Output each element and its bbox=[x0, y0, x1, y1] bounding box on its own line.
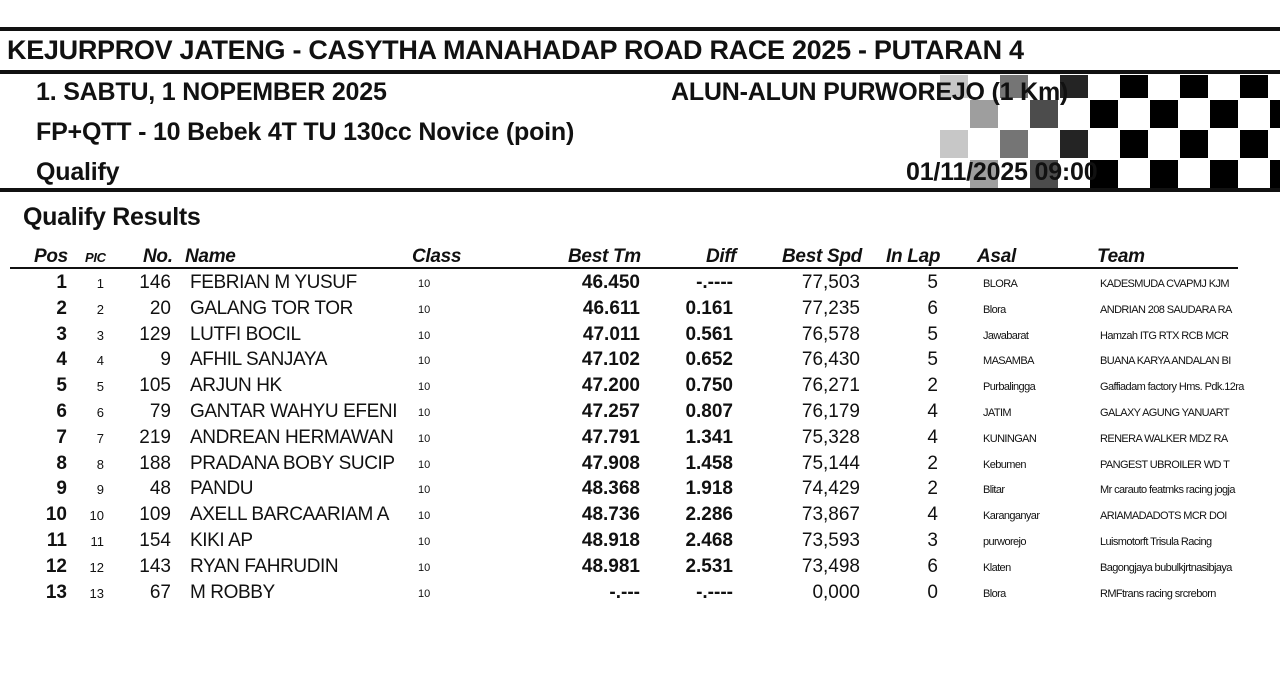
col-header-pic: PIC bbox=[85, 250, 106, 265]
column-header-rule bbox=[10, 267, 1238, 269]
cell-pic: 1 bbox=[96, 276, 104, 291]
table-row bbox=[0, 556, 1280, 581]
cell-class: 10 bbox=[418, 458, 431, 471]
cell-asal: MASAMBA bbox=[983, 355, 1034, 368]
cell-best-spd: 73,593 bbox=[801, 530, 860, 551]
table-row bbox=[0, 582, 1280, 607]
flag-square bbox=[1150, 100, 1178, 128]
cell-name: AXELL BARCAARIAM A bbox=[190, 504, 390, 526]
cell-asal: purworejo bbox=[983, 536, 1026, 548]
flag-square bbox=[1270, 100, 1280, 128]
cell-class: 10 bbox=[418, 329, 431, 342]
flag-square bbox=[970, 130, 998, 158]
flag-square bbox=[1240, 75, 1268, 98]
cell-best-spd: 76,179 bbox=[801, 401, 860, 422]
cell-best-spd: 73,498 bbox=[801, 555, 860, 577]
flag-square bbox=[1210, 130, 1238, 158]
cell-pic: 13 bbox=[89, 585, 104, 601]
col-header-asal: Asal bbox=[977, 246, 1016, 267]
cell-pic: 11 bbox=[90, 534, 104, 549]
cell-class: 10 bbox=[418, 510, 431, 523]
cell-pos: 5 bbox=[56, 375, 67, 397]
table-row bbox=[0, 530, 1280, 555]
cell-class: 10 bbox=[418, 484, 431, 497]
cell-team: ARIAMADADOTS MCR DOI bbox=[1100, 510, 1227, 523]
col-header-diff: Diff bbox=[706, 246, 737, 267]
flag-square bbox=[1270, 130, 1280, 158]
cell-asal: Karanganyar bbox=[983, 510, 1040, 523]
cell-pos: 13 bbox=[45, 581, 67, 603]
table-row bbox=[0, 272, 1280, 297]
cell-diff: 2.286 bbox=[685, 504, 733, 526]
cell-best-spd: 76,578 bbox=[801, 323, 860, 345]
col-header-class: Class bbox=[412, 246, 462, 267]
cell-best-spd: 75,144 bbox=[801, 452, 860, 474]
cell-in-lap: 2 bbox=[927, 452, 938, 474]
cell-diff: 1.918 bbox=[685, 478, 733, 500]
cell-asal: Jawabarat bbox=[983, 329, 1029, 342]
cell-best-tm: 47.791 bbox=[581, 426, 640, 448]
day-line: 1. SABTU, 1 NOPEMBER 2025 bbox=[36, 78, 387, 106]
cell-pic: 10 bbox=[89, 508, 104, 524]
cell-name: GANTAR WAHYU EFENI bbox=[190, 401, 398, 422]
cell-team: KADESMUDA CVAPMJ KJM bbox=[1100, 278, 1229, 290]
cell-best-tm: 46.611 bbox=[582, 297, 640, 319]
cell-best-spd: 0,000 bbox=[812, 581, 860, 603]
cell-pic: 7 bbox=[96, 430, 104, 446]
cell-best-tm: 47.011 bbox=[582, 323, 640, 345]
cell-team: RMFtrans racing srcreborn bbox=[1100, 587, 1216, 600]
cell-team: Mr carauto featmks racing jogja bbox=[1100, 484, 1235, 497]
cell-name: PRADANA BOBY SUCIP bbox=[190, 452, 395, 474]
cell-best-spd: 77,235 bbox=[801, 297, 860, 319]
flag-square bbox=[940, 130, 968, 158]
flag-square bbox=[1240, 160, 1268, 188]
col-header-best-tm: Best Tm bbox=[568, 246, 641, 267]
cell-no: 9 bbox=[160, 349, 171, 371]
cell-best-spd: 76,430 bbox=[801, 349, 860, 371]
cell-name: AFHIL SANJAYA bbox=[190, 349, 327, 371]
cell-in-lap: 6 bbox=[927, 297, 938, 319]
cell-team: BUANA KARYA ANDALAN BI bbox=[1100, 355, 1231, 368]
cell-no: 109 bbox=[139, 504, 171, 526]
cell-pic: 2 bbox=[96, 301, 104, 317]
cell-in-lap: 0 bbox=[927, 581, 938, 603]
cell-pos: 4 bbox=[56, 349, 67, 371]
cell-asal: Blora bbox=[983, 587, 1006, 600]
cell-best-tm: 48.368 bbox=[581, 478, 640, 500]
venue: ALUN-ALUN PURWOREJO (1 Km) bbox=[671, 78, 1069, 106]
header-bottom-rule bbox=[0, 188, 1280, 192]
col-header-no: No. bbox=[143, 246, 173, 267]
flag-square bbox=[1150, 75, 1178, 98]
cell-in-lap: 2 bbox=[927, 478, 938, 500]
cell-class: 10 bbox=[418, 278, 431, 290]
cell-diff: 2.531 bbox=[685, 555, 733, 577]
flag-square bbox=[1210, 75, 1238, 98]
cell-in-lap: 5 bbox=[927, 323, 938, 345]
flag-square bbox=[1240, 130, 1268, 158]
cell-no: 219 bbox=[139, 426, 171, 448]
cell-team: Hamzah ITG RTX RCB MCR bbox=[1100, 329, 1229, 342]
cell-in-lap: 4 bbox=[927, 426, 938, 448]
cell-pos: 7 bbox=[56, 426, 67, 448]
table-row bbox=[0, 349, 1280, 374]
cell-name: RYAN FAHRUDIN bbox=[190, 555, 339, 577]
flag-square bbox=[1000, 130, 1028, 158]
cell-best-spd: 76,271 bbox=[801, 375, 860, 397]
flag-square bbox=[1210, 100, 1238, 128]
flag-square bbox=[1180, 75, 1208, 98]
flag-square bbox=[1090, 100, 1118, 128]
cell-asal: JATIM bbox=[983, 407, 1011, 419]
cell-best-spd: 74,429 bbox=[801, 478, 860, 500]
flag-square bbox=[1180, 130, 1208, 158]
cell-best-tm: 48.981 bbox=[581, 555, 640, 577]
table-row bbox=[0, 453, 1280, 478]
cell-name: ARJUN HK bbox=[190, 375, 282, 397]
cell-pos: 1 bbox=[56, 272, 67, 293]
cell-asal: KUNINGAN bbox=[983, 432, 1037, 445]
session-type: Qualify bbox=[36, 158, 120, 186]
flag-square bbox=[1240, 100, 1268, 128]
cell-asal: Kebumen bbox=[983, 458, 1026, 471]
cell-team: Gaffiadam factory Hms. Pdk.12ra bbox=[1100, 381, 1244, 394]
cell-team: PANGEST UBROILER WD T bbox=[1100, 458, 1230, 471]
cell-no: 67 bbox=[149, 581, 171, 603]
flag-square bbox=[1120, 130, 1148, 158]
flag-square bbox=[1090, 75, 1118, 98]
cell-pic: 5 bbox=[96, 379, 104, 395]
cell-class: 10 bbox=[418, 432, 431, 445]
cell-diff: 1.458 bbox=[685, 452, 733, 474]
flag-square bbox=[1090, 130, 1118, 158]
cell-name: KIKI AP bbox=[190, 530, 253, 551]
session-datetime: 01/11/2025 09:00 bbox=[906, 158, 1098, 186]
cell-no: 143 bbox=[139, 555, 171, 577]
cell-in-lap: 2 bbox=[927, 375, 938, 397]
cell-pos: 11 bbox=[46, 530, 67, 551]
cell-best-spd: 75,328 bbox=[801, 426, 860, 448]
cell-best-tm: 48.918 bbox=[581, 530, 640, 551]
cell-best-tm: 48.736 bbox=[581, 504, 640, 526]
cell-asal: Purbalingga bbox=[983, 381, 1036, 394]
table-row bbox=[0, 401, 1280, 426]
flag-square bbox=[1120, 75, 1148, 98]
cell-diff: -.---- bbox=[696, 272, 733, 293]
cell-pos: 12 bbox=[45, 555, 67, 577]
flag-square bbox=[1210, 160, 1238, 188]
cell-pic: 8 bbox=[96, 456, 104, 472]
cell-pic: 6 bbox=[96, 405, 104, 420]
cell-diff: -.---- bbox=[696, 581, 733, 603]
cell-in-lap: 4 bbox=[927, 504, 938, 526]
results-title: Qualify Results bbox=[23, 203, 201, 231]
cell-in-lap: 4 bbox=[927, 401, 938, 422]
cell-team: Bagongjaya bubulkjrtnasibjaya bbox=[1100, 561, 1232, 574]
col-header-pos: Pos bbox=[34, 246, 68, 267]
cell-asal: Klaten bbox=[983, 561, 1011, 574]
table-row bbox=[0, 324, 1280, 349]
flag-square bbox=[1120, 100, 1148, 128]
cell-class: 10 bbox=[418, 381, 431, 394]
cell-asal: BLORA bbox=[983, 278, 1018, 290]
cell-in-lap: 5 bbox=[927, 349, 938, 371]
cell-name: LUTFI BOCIL bbox=[190, 323, 301, 345]
cell-best-spd: 77,503 bbox=[801, 272, 860, 293]
cell-team: ANDRIAN 208 SAUDARA RA bbox=[1100, 303, 1232, 316]
cell-best-tm: 46.450 bbox=[581, 272, 640, 293]
cell-diff: 0.807 bbox=[685, 401, 733, 422]
col-header-best-spd: Best Spd bbox=[782, 246, 862, 267]
flag-square bbox=[1150, 160, 1178, 188]
cell-best-tm: -.--- bbox=[609, 581, 640, 603]
col-header-in-lap: In Lap bbox=[886, 246, 941, 267]
cell-pos: 8 bbox=[56, 452, 67, 474]
flag-square bbox=[1030, 130, 1058, 158]
cell-pos: 2 bbox=[56, 297, 67, 319]
cell-name: M ROBBY bbox=[190, 581, 275, 603]
table-row bbox=[0, 427, 1280, 452]
table-row bbox=[0, 298, 1280, 323]
session-class: FP+QTT - 10 Bebek 4T TU 130cc Novice (poin) bbox=[36, 118, 575, 146]
cell-pic: 9 bbox=[96, 482, 104, 498]
flag-square bbox=[1270, 160, 1280, 188]
cell-diff: 1.341 bbox=[685, 426, 733, 448]
cell-best-tm: 47.908 bbox=[581, 452, 640, 474]
cell-in-lap: 3 bbox=[927, 530, 938, 551]
cell-pos: 6 bbox=[56, 401, 67, 422]
cell-diff: 0.750 bbox=[685, 375, 733, 397]
cell-pos: 10 bbox=[45, 504, 67, 526]
cell-diff: 0.561 bbox=[685, 323, 733, 345]
cell-no: 105 bbox=[139, 375, 171, 397]
cell-class: 10 bbox=[418, 587, 431, 600]
table-row bbox=[0, 478, 1280, 503]
title-rule bbox=[0, 70, 1280, 74]
cell-name: PANDU bbox=[190, 478, 254, 500]
cell-diff: 0.161 bbox=[685, 297, 733, 319]
table-row bbox=[0, 504, 1280, 529]
cell-class: 10 bbox=[418, 536, 431, 548]
col-header-name: Name bbox=[185, 246, 236, 267]
cell-diff: 0.652 bbox=[685, 349, 733, 371]
flag-square bbox=[1120, 160, 1148, 188]
flag-square bbox=[1150, 130, 1178, 158]
cell-asal: Blora bbox=[983, 303, 1006, 316]
cell-class: 10 bbox=[418, 407, 431, 419]
cell-no: 48 bbox=[149, 478, 171, 500]
top-rule bbox=[0, 27, 1280, 31]
cell-no: 154 bbox=[139, 530, 171, 551]
cell-class: 10 bbox=[418, 561, 431, 574]
cell-no: 146 bbox=[139, 272, 171, 293]
cell-team: Luismotorft Trisula Racing bbox=[1100, 536, 1212, 548]
cell-pos: 3 bbox=[56, 323, 67, 345]
cell-class: 10 bbox=[418, 303, 431, 316]
cell-no: 79 bbox=[149, 401, 171, 422]
cell-team: RENERA WALKER MDZ RA bbox=[1100, 432, 1228, 445]
event-title: KEJURPROV JATENG - CASYTHA MANAHADAP ROAD RACE 2025 - PUTARAN 4 bbox=[7, 35, 1024, 65]
cell-no: 129 bbox=[139, 323, 171, 345]
cell-best-tm: 47.102 bbox=[581, 349, 640, 371]
cell-in-lap: 6 bbox=[927, 555, 938, 577]
cell-team: GALAXY AGUNG YANUART bbox=[1100, 407, 1230, 419]
cell-pos: 9 bbox=[56, 478, 67, 500]
cell-best-tm: 47.257 bbox=[581, 401, 640, 422]
flag-square bbox=[1270, 75, 1280, 98]
cell-pic: 3 bbox=[96, 327, 104, 343]
cell-best-tm: 47.200 bbox=[581, 375, 640, 397]
cell-name: ANDREAN HERMAWAN bbox=[190, 426, 394, 448]
cell-pic: 12 bbox=[89, 559, 104, 575]
cell-asal: Blitar bbox=[983, 484, 1005, 497]
flag-square bbox=[1180, 160, 1208, 188]
cell-name: GALANG TOR TOR bbox=[190, 297, 353, 319]
col-header-team: Team bbox=[1097, 246, 1145, 267]
cell-class: 10 bbox=[418, 355, 431, 368]
flag-square bbox=[1060, 130, 1088, 158]
cell-name: FEBRIAN M YUSUF bbox=[190, 272, 357, 293]
table-row bbox=[0, 375, 1280, 400]
cell-in-lap: 5 bbox=[927, 272, 938, 293]
cell-no: 188 bbox=[139, 452, 171, 474]
cell-best-spd: 73,867 bbox=[801, 504, 860, 526]
flag-square bbox=[1180, 100, 1208, 128]
cell-diff: 2.468 bbox=[685, 530, 733, 551]
cell-no: 20 bbox=[149, 297, 171, 319]
cell-pic: 4 bbox=[96, 353, 104, 369]
